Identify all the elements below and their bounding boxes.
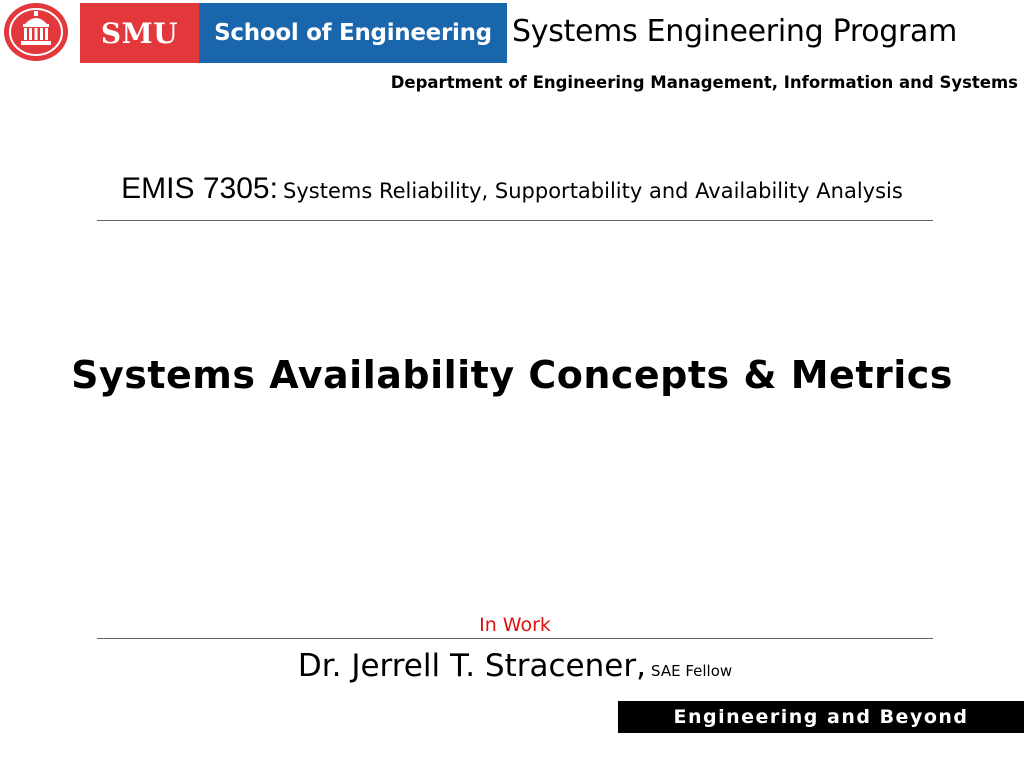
department-name: Department of Engineering Management, Information and Systems — [390, 73, 1018, 92]
engineering-and-beyond-banner: Engineering and Beyond — [618, 701, 1024, 733]
program-title: Systems Engineering Program — [512, 14, 958, 49]
smu-logo: SMU — [80, 3, 199, 63]
course-name: Systems Reliability, Supportability and Availability Analysis — [283, 179, 903, 203]
top-divider — [97, 220, 933, 221]
author-title: SAE Fellow — [651, 662, 733, 680]
slide-title: Systems Availability Concepts & Metrics — [71, 353, 953, 397]
bottom-divider — [97, 638, 933, 639]
course-code: EMIS 7305: — [121, 172, 278, 205]
author-line — [0, 648, 1024, 684]
smu-seal-logo — [3, 2, 69, 62]
school-of-engineering-logo: School of Engineering — [199, 3, 507, 63]
course-heading — [0, 172, 1024, 206]
status-label: In Work — [479, 614, 551, 636]
author-name: Dr. Jerrell T. Stracener, — [297, 648, 646, 684]
